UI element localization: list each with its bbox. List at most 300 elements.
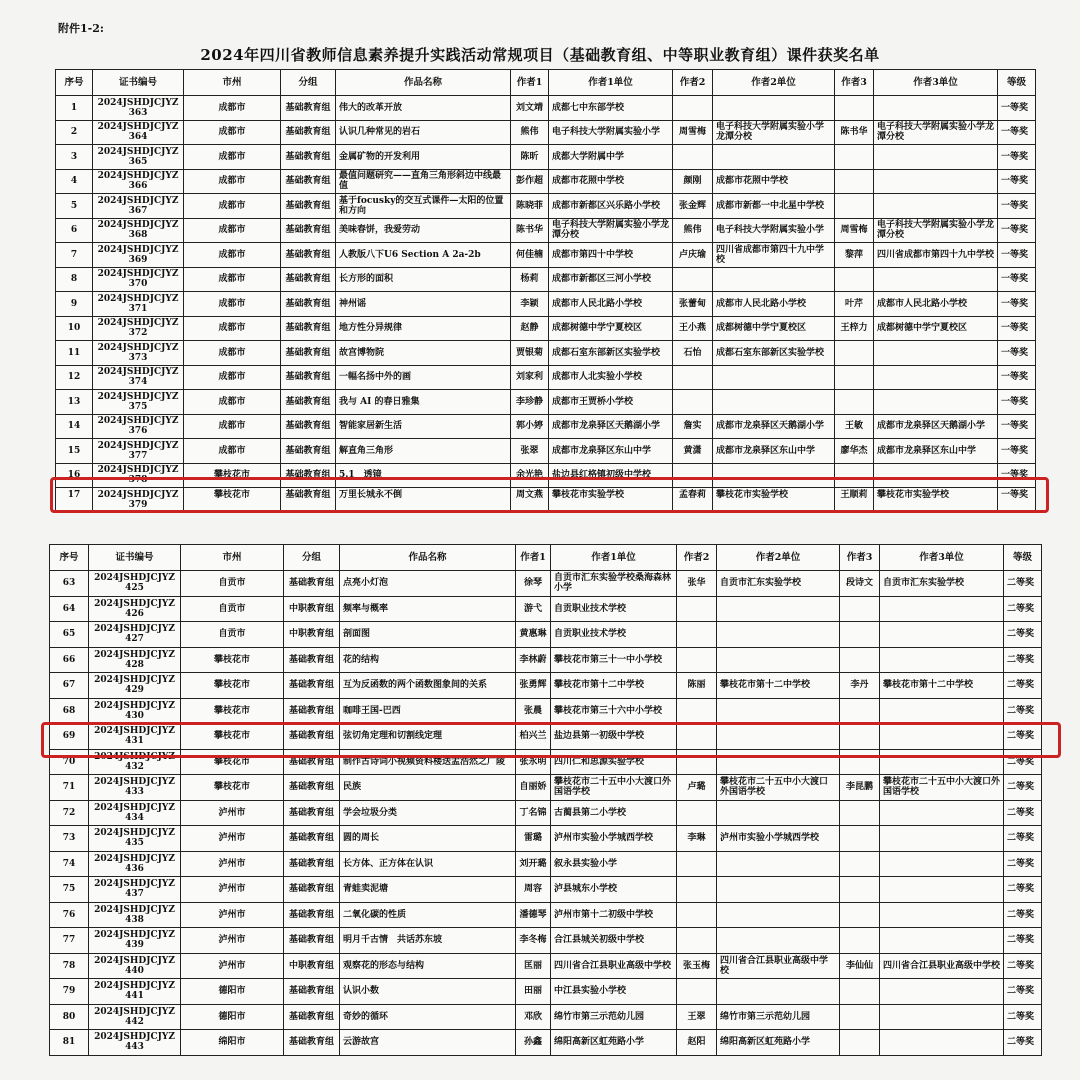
cell-city: 攀枝花市: [181, 647, 284, 673]
table-row: [56, 316, 1036, 341]
cell-author2: 詹实: [673, 414, 713, 439]
cell-work: 地方性分异规律: [336, 316, 511, 341]
cell-author3-unit: [874, 365, 998, 390]
cell-city: 泸州市: [181, 928, 284, 954]
cell-work: 人教版八下U6 Section A 2a-2b: [336, 243, 511, 268]
table-row: [56, 194, 1036, 219]
cell-no: 72: [50, 800, 89, 826]
cell-author3: [835, 365, 874, 390]
col-header-city: 市州: [181, 545, 284, 571]
cell-author3: [840, 647, 880, 673]
cell-level: 一等奖: [998, 169, 1036, 194]
cell-city: 成都市: [184, 96, 281, 121]
cell-author1-unit: 绵阳高新区虹苑路小学: [551, 1030, 677, 1056]
cell-group: 基础教育组: [281, 218, 336, 243]
cell-author2: [677, 724, 717, 750]
cell-author1-unit: 攀枝花市二十五中小大渡口外国语学校: [551, 775, 677, 801]
cell-author2: 黄潇: [673, 439, 713, 464]
cell-work: 美味春饼，我爱劳动: [336, 218, 511, 243]
cell-author2-unit: [717, 698, 840, 724]
cell-cert: 2024JSHDJCJYZ368: [93, 218, 184, 243]
cell-no: 79: [50, 979, 89, 1005]
cell-author3: 廖华杰: [835, 439, 874, 464]
cell-city: 攀枝花市: [181, 775, 284, 801]
cell-cert: 2024JSHDJCJYZ378: [93, 463, 184, 488]
cell-work: 故宫博物院: [336, 341, 511, 366]
cell-level: 二等奖: [1004, 902, 1042, 928]
cell-author3-unit: 成都树德中学宁夏校区: [874, 316, 998, 341]
cell-author2-unit: [717, 749, 840, 775]
cell-level: 一等奖: [998, 243, 1036, 268]
cell-cert: 2024JSHDJCJYZ374: [93, 365, 184, 390]
cell-author3: [835, 96, 874, 121]
cell-no: 74: [50, 851, 89, 877]
cell-author1-unit: 自贡职业技术学校: [551, 596, 677, 622]
cell-cert: 2024JSHDJCJYZ437: [89, 877, 181, 903]
cell-work: 5.1 透镜: [336, 463, 511, 488]
cell-level: 一等奖: [998, 316, 1036, 341]
cell-city: 攀枝花市: [181, 724, 284, 750]
cell-author1-unit: 攀枝花市第十二中学校: [551, 673, 677, 699]
cell-author2: 石怡: [673, 341, 713, 366]
cell-author3-unit: [880, 1030, 1004, 1056]
cell-no: 16: [56, 463, 93, 488]
cell-cert: 2024JSHDJCJYZ440: [89, 953, 181, 979]
cell-level: 二等奖: [1004, 979, 1042, 1005]
cell-author3-unit: [880, 596, 1004, 622]
cell-author3-unit: [874, 267, 998, 292]
cell-work: 圆的周长: [340, 826, 516, 852]
cell-work: 解直角三角形: [336, 439, 511, 464]
table-row: [50, 979, 1042, 1005]
cell-group: 基础教育组: [281, 292, 336, 317]
cell-group: 基础教育组: [281, 267, 336, 292]
cell-author1-unit: 成都市第四十中学校: [549, 243, 673, 268]
col-header-author2-unit: 作者2单位: [717, 545, 840, 571]
cell-author3-unit: 成都市龙泉驿区天鹅湖小学: [874, 414, 998, 439]
cell-cert: 2024JSHDJCJYZ435: [89, 826, 181, 852]
cell-level: 二等奖: [1004, 800, 1042, 826]
cell-author3: [840, 877, 880, 903]
cell-author1-unit: 成都树德中学宁夏校区: [549, 316, 673, 341]
cell-author3-unit: [880, 826, 1004, 852]
cell-author1: 陈书华: [511, 218, 549, 243]
cell-city: 成都市: [184, 414, 281, 439]
cell-city: 成都市: [184, 120, 281, 145]
award-table-first-prize: [55, 69, 1036, 510]
cell-author2-unit: 成都市花照中学校: [713, 169, 835, 194]
cell-group: 基础教育组: [284, 826, 340, 852]
cell-work: 明月千古情 共话苏东坡: [340, 928, 516, 954]
cell-cert: 2024JSHDJCJYZ434: [89, 800, 181, 826]
col-header-author1: 作者1: [516, 545, 551, 571]
col-header-author1-unit: 作者1单位: [549, 70, 673, 96]
cell-author1-unit: 成都市王贾桥小学校: [549, 390, 673, 415]
cell-author1-unit: 成都市新都区三河小学校: [549, 267, 673, 292]
cell-author1: 徐琴: [516, 571, 551, 597]
cell-author2-unit: 攀枝花市实验学校: [713, 488, 835, 511]
cell-author2: [673, 96, 713, 121]
cell-group: 基础教育组: [284, 851, 340, 877]
table-row: [50, 1030, 1042, 1056]
cell-author1: 刘家利: [511, 365, 549, 390]
cell-group: 基础教育组: [281, 120, 336, 145]
cell-author3: [835, 390, 874, 415]
cell-author1-unit: 攀枝花市第三十六中小学校: [551, 698, 677, 724]
cell-author2-unit: 成都市人民北路小学校: [713, 292, 835, 317]
cell-author1-unit: 泸州市实验小学城西学校: [551, 826, 677, 852]
col-header-author2-unit: 作者2单位: [713, 70, 835, 96]
cell-author1: 周文燕: [511, 488, 549, 511]
cell-author1-unit: 成都市人民北路小学校: [549, 292, 673, 317]
cell-cert: 2024JSHDJCJYZ369: [93, 243, 184, 268]
cell-group: 基础教育组: [281, 341, 336, 366]
cell-author3: [835, 145, 874, 170]
cell-author3: 李昆鹏: [840, 775, 880, 801]
cell-level: 一等奖: [998, 439, 1036, 464]
cell-cert: 2024JSHDJCJYZ442: [89, 1004, 181, 1030]
col-header-group: 分组: [281, 70, 336, 96]
cell-author2: 李琳: [677, 826, 717, 852]
cell-city: 攀枝花市: [181, 673, 284, 699]
cell-no: 17: [56, 488, 93, 511]
cell-author1-unit: 自贡职业技术学校: [551, 622, 677, 648]
cell-author1: 雷璐: [516, 826, 551, 852]
cell-level: 一等奖: [998, 194, 1036, 219]
table-row: [50, 800, 1042, 826]
cell-author1: 游弋: [516, 596, 551, 622]
cell-author1: 张勇辉: [516, 673, 551, 699]
cell-author1-unit: 攀枝花市实验学校: [549, 488, 673, 511]
cell-work: 民族: [340, 775, 516, 801]
cell-city: 泸州市: [181, 902, 284, 928]
cell-group: 基础教育组: [284, 647, 340, 673]
cell-cert: 2024JSHDJCJYZ427: [89, 622, 181, 648]
cell-level: 二等奖: [1004, 851, 1042, 877]
table-row: [50, 622, 1042, 648]
cell-level: 二等奖: [1004, 1004, 1042, 1030]
cell-author1-unit: 四川仁和思源实验学校: [551, 749, 677, 775]
table-header-row: [50, 545, 1042, 571]
cell-author3-unit: [880, 698, 1004, 724]
table-row: [50, 647, 1042, 673]
cell-author3: 段诗文: [840, 571, 880, 597]
cell-author3-unit: [880, 1004, 1004, 1030]
cell-author2-unit: 泸州市实验小学城西学校: [717, 826, 840, 852]
cell-city: 泸州市: [181, 953, 284, 979]
col-header-city: 市州: [184, 70, 281, 96]
cell-work: 长方体、正方体在认识: [340, 851, 516, 877]
cell-group: 基础教育组: [281, 194, 336, 219]
cell-author1: 李林蔚: [516, 647, 551, 673]
cell-author3: [840, 622, 880, 648]
cell-work: 伟大的改革开放: [336, 96, 511, 121]
cell-group: 基础教育组: [281, 96, 336, 121]
cell-author2-unit: 成都树德中学宁夏校区: [713, 316, 835, 341]
cell-group: 中职教育组: [284, 622, 340, 648]
cell-author2-unit: 攀枝花市第十二中学校: [717, 673, 840, 699]
cell-city: 成都市: [184, 145, 281, 170]
table-row: [56, 218, 1036, 243]
cell-work: 万里长城永不倒: [336, 488, 511, 511]
cell-work: 神州谣: [336, 292, 511, 317]
cell-level: 二等奖: [1004, 647, 1042, 673]
cell-no: 5: [56, 194, 93, 219]
cell-author2: 赵阳: [677, 1030, 717, 1056]
cell-author2-unit: [717, 647, 840, 673]
cell-author3-unit: 攀枝花市第十二中学校: [880, 673, 1004, 699]
cell-author1: 杨莉: [511, 267, 549, 292]
cell-author1: 陈昕: [511, 145, 549, 170]
cell-author3-unit: [880, 928, 1004, 954]
cell-cert: 2024JSHDJCJYZ377: [93, 439, 184, 464]
cell-level: 一等奖: [998, 365, 1036, 390]
cell-level: 二等奖: [1004, 749, 1042, 775]
col-header-author3-unit: 作者3单位: [874, 70, 998, 96]
cell-author2-unit: [713, 267, 835, 292]
cell-author3: 王梓力: [835, 316, 874, 341]
cell-author3: [840, 724, 880, 750]
cell-author3: [840, 928, 880, 954]
cell-cert: 2024JSHDJCJYZ366: [93, 169, 184, 194]
table-row: [50, 775, 1042, 801]
document-title: 2024年四川省教师信息素养提升实践活动常规项目（基础教育组、中等职业教育组）课件获奖名单: [200, 46, 880, 64]
cell-work: 互为反函数的两个函数图象间的关系: [340, 673, 516, 699]
cell-no: 70: [50, 749, 89, 775]
cell-author2-unit: 绵竹市第三示范幼儿园: [717, 1004, 840, 1030]
cell-cert: 2024JSHDJCJYZ365: [93, 145, 184, 170]
cell-cert: 2024JSHDJCJYZ432: [89, 749, 181, 775]
cell-author2-unit: [713, 390, 835, 415]
cell-author2-unit: 成都市龙泉驿区天鹅湖小学: [713, 414, 835, 439]
cell-level: 二等奖: [1004, 953, 1042, 979]
cell-level: 一等奖: [998, 145, 1036, 170]
cell-author3: [835, 194, 874, 219]
cell-cert: 2024JSHDJCJYZ433: [89, 775, 181, 801]
cell-cert: 2024JSHDJCJYZ431: [89, 724, 181, 750]
cell-author3-unit: 电子科技大学附属实验小学龙潭分校: [874, 218, 998, 243]
cell-work: 认识小数: [340, 979, 516, 1005]
cell-level: 一等奖: [998, 267, 1036, 292]
cell-author2-unit: 成都市龙泉驿区东山中学: [713, 439, 835, 464]
cell-work: 点亮小灯泡: [340, 571, 516, 597]
cell-author2: [677, 749, 717, 775]
cell-author1-unit: 成都市龙泉驿区东山中学: [549, 439, 673, 464]
cell-cert: 2024JSHDJCJYZ430: [89, 698, 181, 724]
table-row: [56, 243, 1036, 268]
cell-no: 11: [56, 341, 93, 366]
cell-author2-unit: [717, 877, 840, 903]
cell-author2-unit: [717, 800, 840, 826]
cell-level: 一等奖: [998, 463, 1036, 488]
cell-author2-unit: [717, 596, 840, 622]
table-row: [50, 928, 1042, 954]
cell-author2: 颜刚: [673, 169, 713, 194]
cell-author2: [673, 267, 713, 292]
cell-work: 智能家居新生活: [336, 414, 511, 439]
cell-author2: [677, 979, 717, 1005]
cell-work: 咖啡王国-巴西: [340, 698, 516, 724]
cell-author2: 张金辉: [673, 194, 713, 219]
cell-author2-unit: 电子科技大学附属实验小学龙潭分校: [713, 120, 835, 145]
cell-author2-unit: [717, 979, 840, 1005]
table-row: [50, 902, 1042, 928]
cell-author2: 王翠: [677, 1004, 717, 1030]
cell-no: 67: [50, 673, 89, 699]
cell-group: 基础教育组: [284, 928, 340, 954]
cell-no: 13: [56, 390, 93, 415]
cell-author1-unit: 电子科技大学附属实验小学龙潭分校: [549, 218, 673, 243]
cell-author2: [677, 596, 717, 622]
cell-group: 基础教育组: [281, 414, 336, 439]
col-header-work: 作品名称: [340, 545, 516, 571]
col-header-level: 等级: [998, 70, 1036, 96]
cell-no: 69: [50, 724, 89, 750]
col-header-author1: 作者1: [511, 70, 549, 96]
cell-author1: 李颖: [511, 292, 549, 317]
col-header-group: 分组: [284, 545, 340, 571]
cell-no: 12: [56, 365, 93, 390]
cell-level: 一等奖: [998, 341, 1036, 366]
table-row: [56, 341, 1036, 366]
cell-author2-unit: 四川省成都市第四十九中学校: [713, 243, 835, 268]
cell-group: 基础教育组: [284, 800, 340, 826]
table-row: [56, 439, 1036, 464]
cell-city: 成都市: [184, 316, 281, 341]
cell-author3: 李仙仙: [840, 953, 880, 979]
cell-author3: [840, 979, 880, 1005]
cell-author2: 陈丽: [677, 673, 717, 699]
cell-author1: 刘开璐: [516, 851, 551, 877]
table-body: [50, 571, 1042, 1056]
cell-cert: 2024JSHDJCJYZ364: [93, 120, 184, 145]
col-header-no: 序号: [56, 70, 93, 96]
cell-author3: [840, 749, 880, 775]
cell-author2: 张蕾甸: [673, 292, 713, 317]
cell-work: 最值问题研究——直角三角形斜边中线最值: [336, 169, 511, 194]
cell-group: 基础教育组: [284, 775, 340, 801]
cell-work: 二氧化碳的性质: [340, 902, 516, 928]
cell-no: 71: [50, 775, 89, 801]
cell-level: 一等奖: [998, 218, 1036, 243]
cell-group: 中职教育组: [284, 953, 340, 979]
col-header-author1-unit: 作者1单位: [551, 545, 677, 571]
cell-author3-unit: [880, 902, 1004, 928]
cell-city: 成都市: [184, 292, 281, 317]
cell-no: 66: [50, 647, 89, 673]
cell-group: 基础教育组: [281, 488, 336, 511]
cell-cert: 2024JSHDJCJYZ429: [89, 673, 181, 699]
cell-author2: [673, 390, 713, 415]
cell-author2: [673, 145, 713, 170]
cell-author3-unit: 攀枝花市二十五中小大渡口外国语学校: [880, 775, 1004, 801]
cell-no: 76: [50, 902, 89, 928]
col-header-level: 等级: [1004, 545, 1042, 571]
cell-author1: 孙鑫: [516, 1030, 551, 1056]
cell-no: 64: [50, 596, 89, 622]
cell-cert: 2024JSHDJCJYZ371: [93, 292, 184, 317]
col-header-author3-unit: 作者3单位: [880, 545, 1004, 571]
cell-author1-unit: 泸州市第十二初级中学校: [551, 902, 677, 928]
cell-author3-unit: 自贡市汇东实验学校: [880, 571, 1004, 597]
cell-group: 基础教育组: [284, 724, 340, 750]
cell-author3: [840, 1004, 880, 1030]
cell-author2: 熊伟: [673, 218, 713, 243]
table-row: [50, 1004, 1042, 1030]
cell-author3-unit: [874, 341, 998, 366]
cell-author2: [677, 851, 717, 877]
cell-author2-unit: 四川省合江县职业高级中学校: [717, 953, 840, 979]
cell-level: 二等奖: [1004, 877, 1042, 903]
table-row: [56, 488, 1036, 511]
cell-author1-unit: 四川省合江县职业高级中学校: [551, 953, 677, 979]
cell-author1: 邓欣: [516, 1004, 551, 1030]
cell-city: 成都市: [184, 365, 281, 390]
cell-author1-unit: 成都市人北实验小学校: [549, 365, 673, 390]
cell-work: 长方形的面积: [336, 267, 511, 292]
cell-author2: 王小燕: [673, 316, 713, 341]
cell-author1-unit: 攀枝花市第三十一中小学校: [551, 647, 677, 673]
cell-group: 基础教育组: [284, 698, 340, 724]
cell-cert: 2024JSHDJCJYZ363: [93, 96, 184, 121]
cell-author3-unit: [880, 749, 1004, 775]
cell-author3: 陈书华: [835, 120, 874, 145]
cell-city: 攀枝花市: [181, 698, 284, 724]
cell-author3: [840, 902, 880, 928]
cell-level: 一等奖: [998, 96, 1036, 121]
cell-author1: 柏兴兰: [516, 724, 551, 750]
cell-author2: 张华: [677, 571, 717, 597]
cell-author2-unit: [717, 622, 840, 648]
cell-author1-unit: 成都市新都区兴乐路小学校: [549, 194, 673, 219]
cell-author1: 赵静: [511, 316, 549, 341]
cell-no: 4: [56, 169, 93, 194]
cell-level: 二等奖: [1004, 622, 1042, 648]
cell-author3-unit: [880, 622, 1004, 648]
cell-group: 中职教育组: [284, 596, 340, 622]
cell-work: 奇妙的循环: [340, 1004, 516, 1030]
cell-author3-unit: 四川省合江县职业高级中学校: [880, 953, 1004, 979]
cell-city: 攀枝花市: [181, 749, 284, 775]
cell-group: 基础教育组: [284, 1030, 340, 1056]
cell-cert: 2024JSHDJCJYZ372: [93, 316, 184, 341]
cell-author3-unit: 成都市龙泉驿区东山中学: [874, 439, 998, 464]
cell-cert: 2024JSHDJCJYZ441: [89, 979, 181, 1005]
cell-author2-unit: [713, 365, 835, 390]
cell-no: 77: [50, 928, 89, 954]
table-row: [50, 749, 1042, 775]
cell-author1: 张晨: [516, 698, 551, 724]
table-row: [50, 877, 1042, 903]
cell-author1: 张翠: [511, 439, 549, 464]
cell-author1: 李冬梅: [516, 928, 551, 954]
cell-author2-unit: 绵阳高新区虹苑路小学: [717, 1030, 840, 1056]
cell-no: 73: [50, 826, 89, 852]
cell-author1-unit: 成都大学附属中学: [549, 145, 673, 170]
cell-author1-unit: 合江县城关初级中学校: [551, 928, 677, 954]
cell-author1-unit: 自贡市汇东实验学校桑海森林小学: [551, 571, 677, 597]
table-row: [56, 463, 1036, 488]
cell-group: 基础教育组: [281, 145, 336, 170]
cell-work: 制作古诗词小视频资料楼送孟浩然之广陵: [340, 749, 516, 775]
table-row: [56, 96, 1036, 121]
cell-level: 二等奖: [1004, 571, 1042, 597]
cell-no: 3: [56, 145, 93, 170]
cell-no: 9: [56, 292, 93, 317]
cell-city: 成都市: [184, 439, 281, 464]
cell-no: 68: [50, 698, 89, 724]
cell-author2: 周雪梅: [673, 120, 713, 145]
